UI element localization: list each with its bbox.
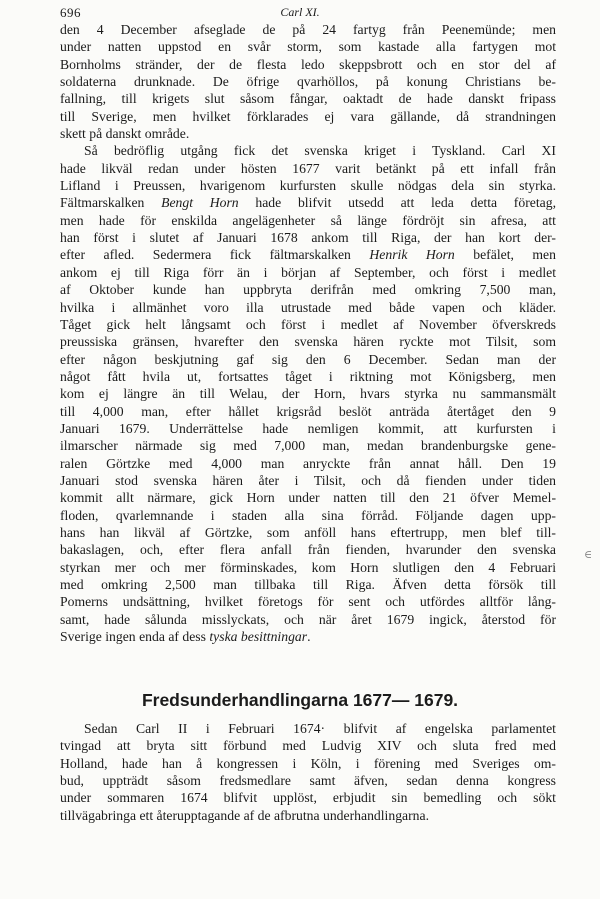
text-line: under natten uppstod en svår storm, som kastade alla fartygen mot <box>60 39 556 55</box>
text-line: Tåget gick helt långsamt och först i medlet af November öfverskreds <box>60 316 556 332</box>
name-bengt-horn: Bengt Horn <box>161 195 239 211</box>
text-line: styrkan mer och mer förminskades, kom Horn slutligen den 4 Februari <box>60 559 556 575</box>
text-line: bakaslagen, och, efter flera anfall från fienden, hvarunder den svenska <box>60 542 556 558</box>
text-line: Bornholms stränder, der de flesta ledo skeppsbrott och en stor del af <box>60 56 556 72</box>
paragraph-1 <box>60 21 556 142</box>
text-line: efter någon beskjutning gaf sig den 6 December. Sedan man der <box>60 351 556 367</box>
text-line: skett på danskt område. <box>60 126 190 142</box>
text-line: men hade för enskilda angelägenheter så länge fördröjt sin afresa, att <box>60 212 556 228</box>
text-segment: . <box>307 629 311 645</box>
text-line: Så bedröflig utgång fick det svenska kriget i Tyskland. Carl XI <box>84 143 556 159</box>
text-line: af Oktober kunde han uppbryta derifrån med omkring 7,500 man, <box>60 282 556 298</box>
text-line: ankom ej till Riga förr än i början af September, och först i medlet <box>60 264 556 280</box>
text-line: kom ej längre än till Welau, der Horn, hvars styrka nu sammansmält <box>60 386 556 402</box>
text-segment: Sverige ingen enda af dess <box>60 629 210 645</box>
running-title: Carl XI. <box>280 5 320 19</box>
text-line: till Sverige, men hvilket förklarades ej vara gällande, då strandningen <box>60 108 556 124</box>
text-line: hade likväl redan under hösten 1677 varit betänkt på ett infall från <box>60 160 556 176</box>
text-line: ralen Görtzke med 4,000 man anryckte från annat håll. Den 19 <box>60 455 556 471</box>
text-line: floden, qvarlemnande i staden alla sina förråd. Följande dagen upp- <box>60 507 556 523</box>
text-line: samt, hade sålunda misslyckats, och när året 1679 ingick, återstod för <box>60 611 556 627</box>
text-line: soldaterna drunknade. De öfrige qvarhöllos, på konung Christians be- <box>60 74 556 90</box>
name-henrik-horn: Henrik Horn <box>369 247 455 263</box>
text-line: hvilka i allmänhet voro illa utrustade med både vapen och kläder. <box>60 299 556 315</box>
italic-phrase: tyska besittningar <box>209 629 308 645</box>
text-line: kommit allt närmare, gick Horn under natten till den 21 öfver Memel- <box>60 490 556 506</box>
text-line: Pomerns undsättning, hvilket företogs för sent och utfördes alltför lång- <box>60 594 556 610</box>
text-line: något fått hvila ut, fortsattes tåget i riktning mot Königsberg, men <box>60 368 556 384</box>
text-line: tvingad att bryta sitt förbund med Ludvig XIV och sluta fred med <box>60 738 556 754</box>
text-line: ilmarscher närmade sig med 7,000 man, medan brandenburgske gene- <box>60 438 556 454</box>
text-segment: Fältmarskalken <box>60 195 162 211</box>
text-segment: efter afled. Sedermera fick fältmarskalken <box>60 247 370 263</box>
text-segment: hade <box>238 195 282 211</box>
text-line: Sedan Carl II i Februari 1674· blifvit af engelska parlamentet <box>84 721 556 736</box>
text-line: under sommaren 1674 blifvit upplöst, erbjudit sin bemedling och sökt <box>60 790 556 806</box>
margin-mark: ∈ <box>584 549 593 561</box>
text-line <box>60 194 556 211</box>
section-heading: Fredsunderhandlingarna 1677— 1679. <box>141 690 459 710</box>
text-line: hans han likväl af Görtzke, som anföll hans eftertrupp, men blef till- <box>60 524 556 540</box>
text-line: Holland, hade han å kongressen i Köln, i förening med Sveriges om- <box>60 755 556 771</box>
main-text <box>60 21 556 645</box>
text-line: med omkring 2,500 man tillbaka till Riga. Äfven detta försök till <box>60 577 556 592</box>
text-line: fallning, till krigets slut såsom fångar, oaktadt de hade danskt fripass <box>60 91 556 107</box>
section-text <box>60 720 556 824</box>
paragraph-3 <box>60 720 556 824</box>
text-line: Januari 1679. Underrättelse hade nemligen kommit, att kurfursten i <box>60 420 556 436</box>
text-line: Lifland i Preussen, hvarigenom kurfursten skulle nödgas dela sin styrka. <box>60 178 556 194</box>
text-line: han först i slutet af Januari 1678 ankom till Riga, der han kort der- <box>60 230 556 246</box>
text-line: Januari stod svenska hären åter i Tilsit, och då fienden under tiden <box>60 472 556 488</box>
text-segment: blifvit utsedd att leda detta företag, <box>281 195 556 211</box>
text-line: bud, uppträdt såsom fredsmedlare samt äfven, sedan denna kongress <box>60 773 556 789</box>
text-line: till 4,000 man, efter hållet krigsråd beslöt anträda återtåget den 9 <box>60 403 556 419</box>
page-number: 696 <box>60 5 81 20</box>
text-line: tillvägabringa ett återupptagande af de afbrutna underhandlingarna. <box>60 807 430 823</box>
text-line <box>60 628 556 645</box>
paragraph-2 <box>60 142 556 645</box>
text-line: preussiska gränsen, hvarefter den svenska hären ryckte mot Tilsit, som <box>60 334 556 350</box>
text-segment: befälet, men <box>454 247 556 263</box>
text-line <box>60 246 556 263</box>
text-line: den 4 December afseglade de på 24 fartyg från Peenemünde; men <box>60 22 556 37</box>
